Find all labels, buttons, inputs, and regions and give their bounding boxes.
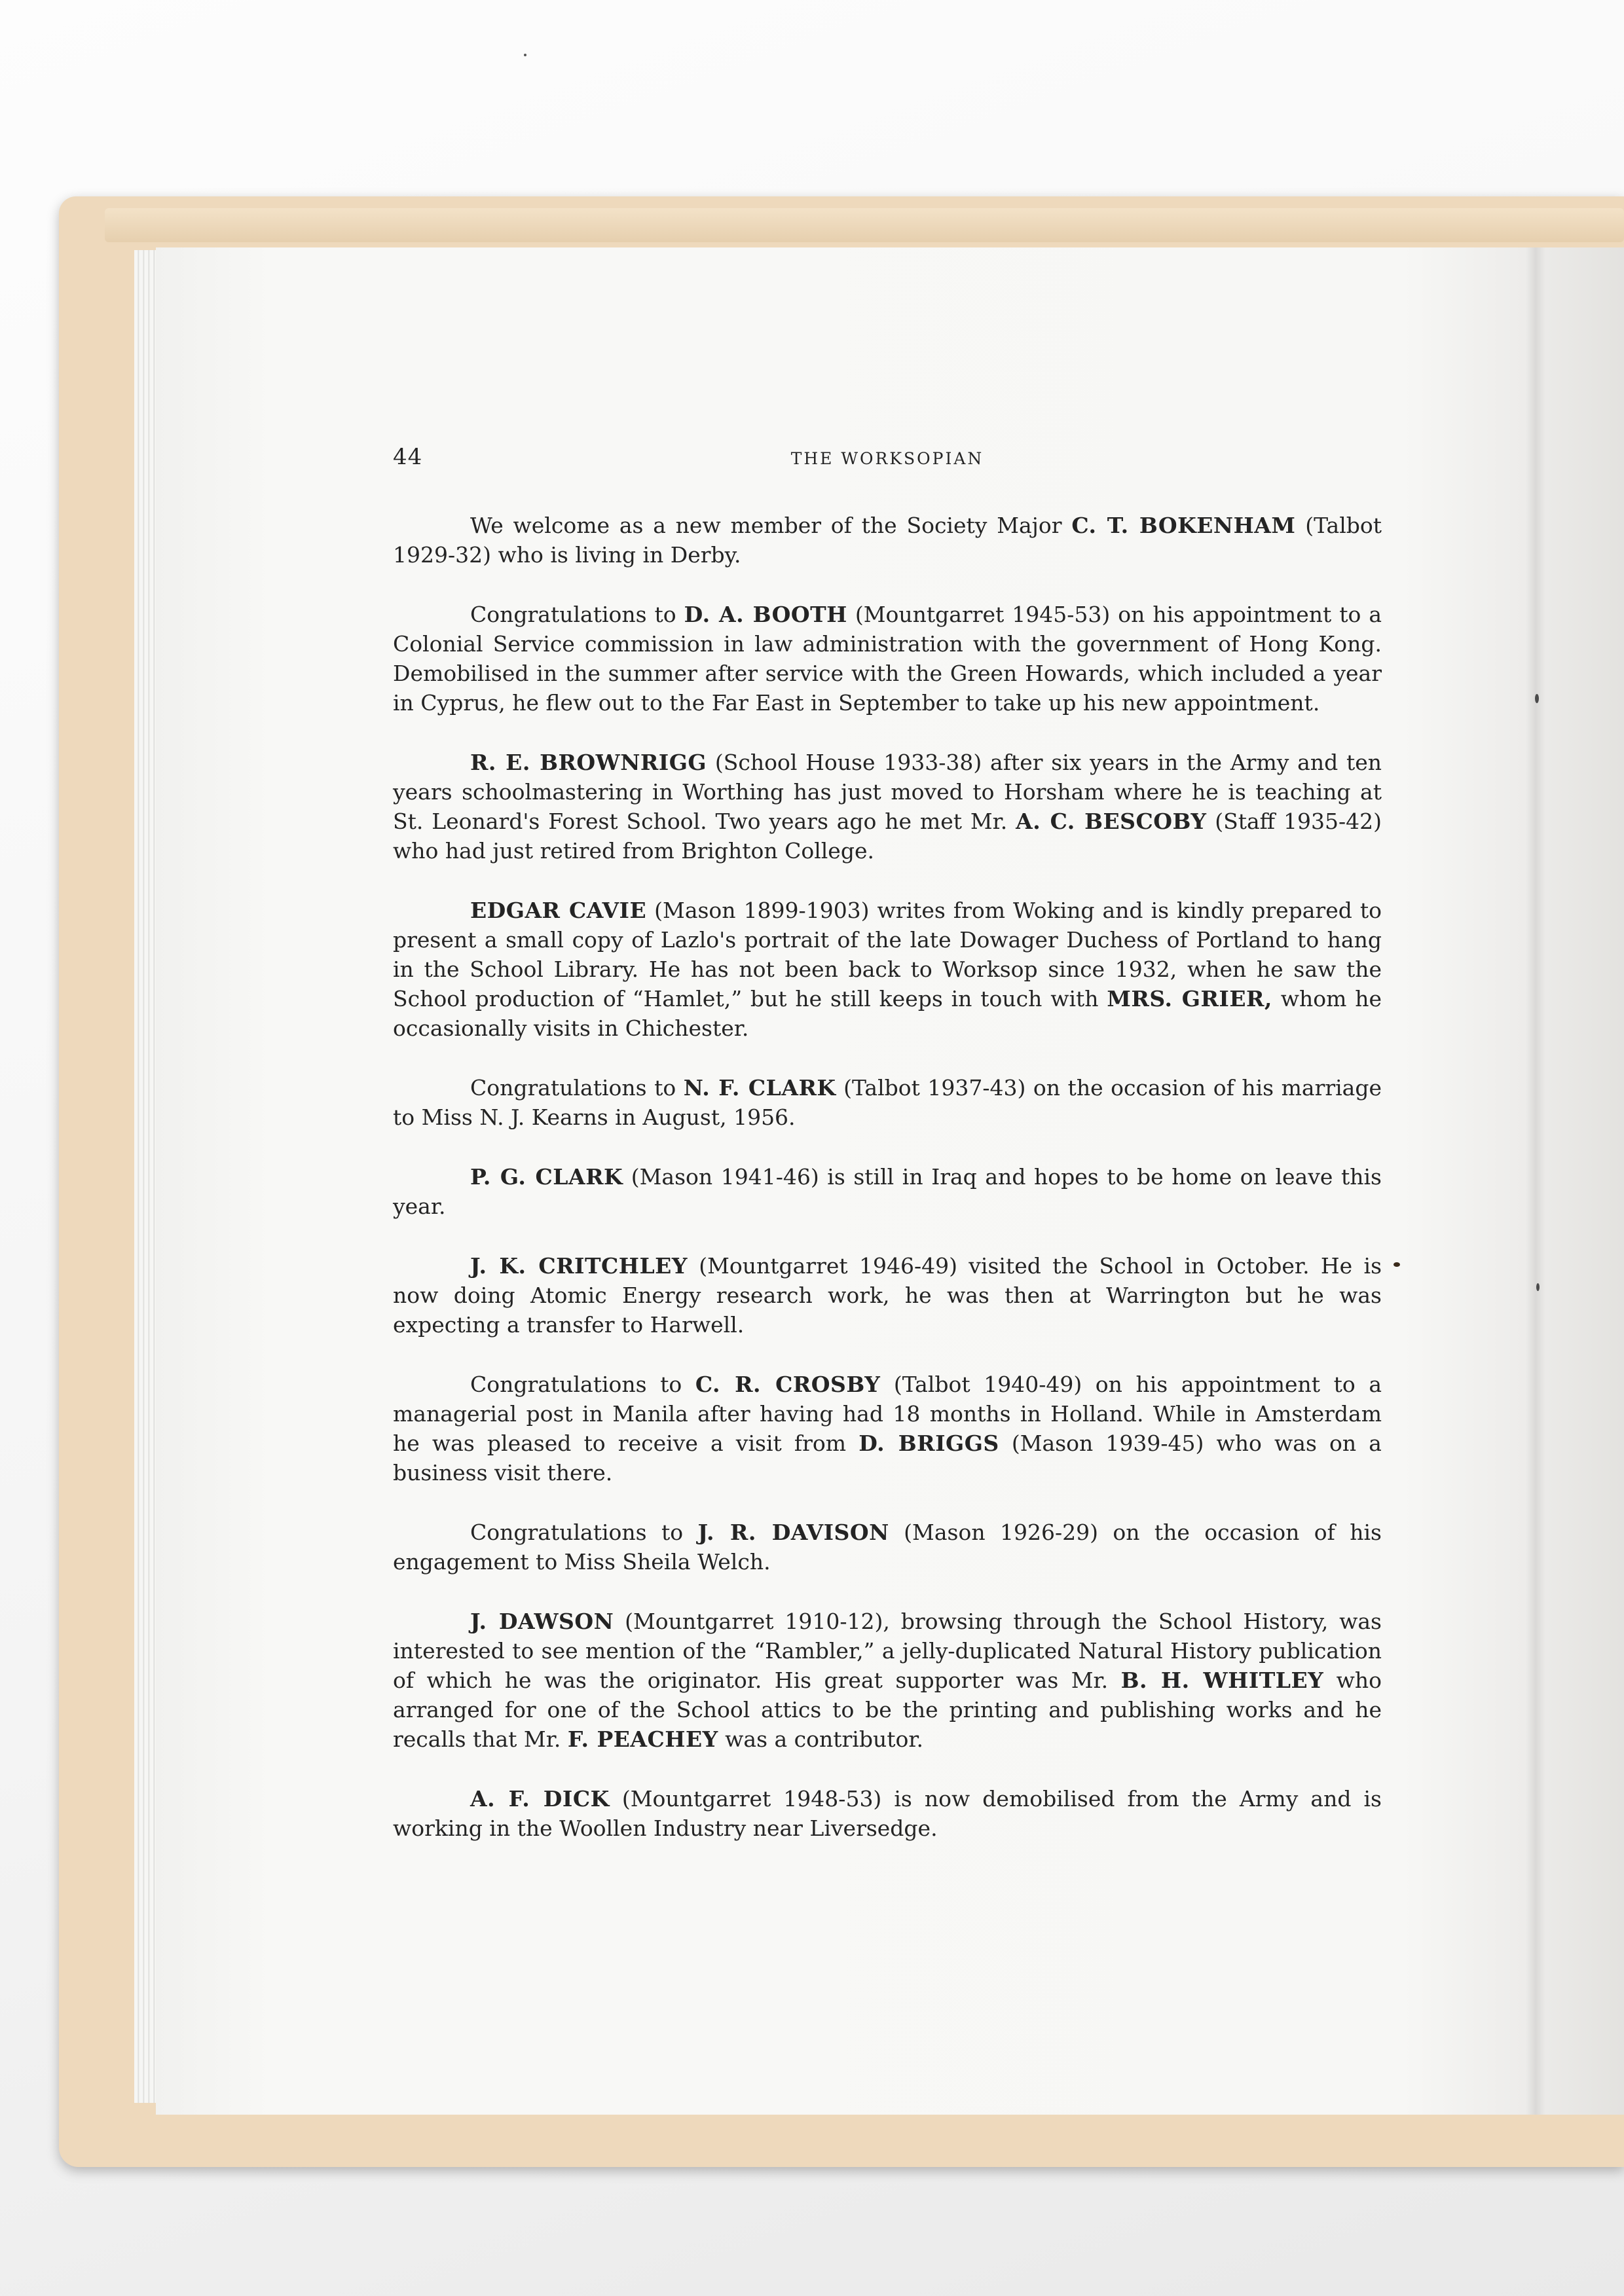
news-entry bbox=[393, 1607, 1382, 1754]
entry-text: (Mason 1899-1903) writes from Woking and is kindly prepared to present a small copy of Lazlo's portrait of the late Dowager Duchess of Portland to hang in the School Library. He has not been back to Worksop since 1932, when he saw the School production of “Hamlet,” but he still keeps in touch with bbox=[393, 898, 1382, 1011]
entry-text: (Mason 1941-46) is still in Iraq and hopes to be home on leave this year. bbox=[393, 1164, 1382, 1219]
page-content bbox=[393, 443, 1382, 1873]
entry-text: (Mason 1926-29) on the occasion of his engagement to Miss Sheila Welch. bbox=[393, 1520, 1382, 1575]
entry-text: Congratulations to bbox=[470, 1372, 695, 1397]
news-entries bbox=[393, 511, 1382, 1843]
entry-text: (Mountgarret 1910-12), browsing through the School History, was interested to see mention of the “Rambler,” a jelly-duplicated Natural History publication of which he was the originator. His great supporter was Mr. bbox=[393, 1609, 1382, 1693]
entry-text: (Mason 1939-45) who was on a business visit there. bbox=[393, 1430, 1382, 1485]
entry-text: whom he occasionally visits in Chichester. bbox=[393, 986, 1382, 1041]
entry-name: R. E. BROWNRIGG bbox=[470, 750, 707, 775]
news-entry bbox=[393, 748, 1382, 866]
entry-name: F. PEACHEY bbox=[567, 1726, 718, 1752]
news-entry bbox=[393, 896, 1382, 1043]
entry-name: N. F. CLARK bbox=[683, 1075, 836, 1101]
news-entry bbox=[393, 1784, 1382, 1843]
entry-text: (Mountgarret 1948-53) is now demobilised from the Army and is working in the Woollen Industry near Liversedge. bbox=[393, 1786, 1382, 1841]
entry-name: A. C. BESCOBY bbox=[1016, 809, 1207, 834]
entry-name: C. R. CROSBY bbox=[695, 1372, 881, 1397]
entry-text: who arranged for one of the School attics to be the printing and publishing works and he recalls that Mr. bbox=[393, 1667, 1382, 1752]
entry-text: (Mountgarret 1946-49) visited the School in October. He is now doing Atomic Energy research work, he was then at Warrington but he was expecting a transfer to Harwell. bbox=[393, 1253, 1382, 1338]
entry-name: J. R. DAVISON bbox=[697, 1520, 889, 1545]
entry-name: D. A. BOOTH bbox=[684, 602, 847, 627]
news-entry bbox=[393, 1162, 1382, 1221]
entry-text: (Staff 1935-42) who had just retired from Brighton College. bbox=[393, 809, 1382, 864]
entry-text: We welcome as a new member of the Society Major bbox=[470, 513, 1072, 538]
cover-top-edge bbox=[105, 208, 1624, 242]
running-title: THE WORKSOPIAN bbox=[790, 449, 984, 468]
news-entry bbox=[393, 1073, 1382, 1132]
entry-text: (Talbot 1929-32) who is living in Derby. bbox=[393, 513, 1382, 568]
news-entry bbox=[393, 1251, 1382, 1339]
entry-text: (Mountgarret 1945-53) on his appointment to a Colonial Service commission in law administration with the government of Hong Kong. Demobilised in the summer after service with the Green Howards, which included a year in Cyprus, he flew out to the Far East in September to take up his new appointment. bbox=[393, 602, 1382, 716]
entry-text: Congratulations to bbox=[470, 602, 684, 627]
entry-text: Congratulations to bbox=[470, 1075, 684, 1101]
entry-name: D. BRIGGS bbox=[858, 1430, 999, 1456]
entry-text: (Talbot 1940-49) on his appointment to a managerial post in Manila after having had 18 months in Holland. While in Amsterdam he was pleased to receive a visit from bbox=[393, 1372, 1382, 1456]
entry-name: J. DAWSON bbox=[470, 1609, 614, 1634]
news-entry bbox=[393, 600, 1382, 718]
entry-text: Congratulations to bbox=[470, 1520, 698, 1545]
entry-name: J. K. CRITCHLEY bbox=[470, 1253, 688, 1279]
news-entry bbox=[393, 1518, 1382, 1576]
page-number: 44 bbox=[393, 444, 423, 470]
entry-name: B. H. WHITLEY bbox=[1120, 1667, 1324, 1693]
entry-text: was a contributor. bbox=[718, 1726, 924, 1752]
news-entry bbox=[393, 1370, 1382, 1487]
entry-text: (Talbot 1937-43) on the occasion of his marriage to Miss N. J. Kearns in August, 1956. bbox=[393, 1075, 1382, 1130]
entry-name: EDGAR CAVIE bbox=[470, 898, 647, 923]
entry-name: P. G. CLARK bbox=[470, 1164, 623, 1190]
running-head bbox=[393, 443, 1382, 475]
news-entry bbox=[393, 511, 1382, 570]
entry-text: (School House 1933-38) after six years in the Army and ten years schoolmastering in Worthing has just moved to Horsham where he is teaching at St. Leonard's Forest School. Two years ago he met Mr. bbox=[393, 750, 1382, 834]
entry-name: C. T. BOKENHAM bbox=[1071, 513, 1296, 538]
page-gutter-shadow bbox=[1526, 247, 1545, 2115]
entry-name: MRS. GRIER, bbox=[1107, 986, 1272, 1011]
entry-name: A. F. DICK bbox=[470, 1786, 610, 1812]
